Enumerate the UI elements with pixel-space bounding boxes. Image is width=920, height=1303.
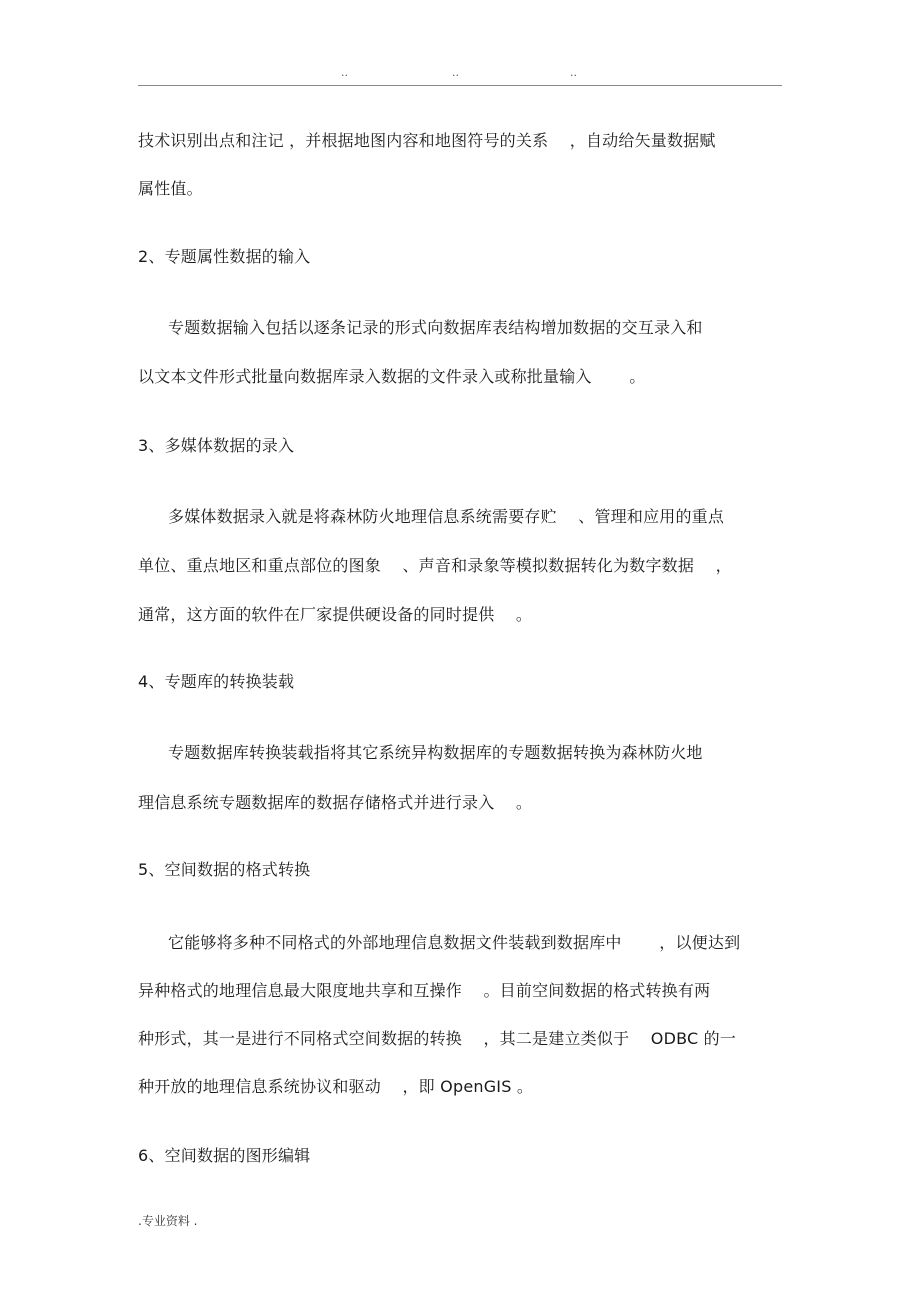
paragraph-line: 专题数据库转换装载指将其它系统异构数据库的专题数据转换为森林防火地 xyxy=(168,743,703,762)
header-mark: .. xyxy=(341,66,348,79)
page-footer-label: .专业资料 . xyxy=(138,1214,198,1228)
section-heading: 6、空间数据的图形编辑 xyxy=(138,1146,311,1165)
paragraph-line: 以文本文件形式批量向数据库录入数据的文件录入或称批量输入 。 xyxy=(138,367,646,386)
paragraph-line: 技术识别出点和注记 ，并根据地图内容和地图符号的关系 ，自动给矢量数据赋 xyxy=(138,131,716,150)
section-heading: 4、专题库的转换装载 xyxy=(138,672,295,691)
paragraph-line: 种形式，其一是进行不同格式空间数据的转换 ，其二是建立类似于 ODBC 的一 xyxy=(138,1029,737,1048)
paragraph-line: 专题数据输入包括以逐条记录的形式向数据库表结构增加数据的交互录入和 xyxy=(168,318,703,337)
section-heading: 3、多媒体数据的录入 xyxy=(138,436,295,455)
header-rule xyxy=(138,85,782,86)
header-mark: .. xyxy=(570,66,577,79)
page-header-marks xyxy=(0,66,920,82)
section-heading: 5、空间数据的格式转换 xyxy=(138,860,311,879)
header-mark: .. xyxy=(452,66,459,79)
paragraph-line: 单位、重点地区和重点部位的图象 、声音和录象等模拟数据转化为数字数据 ， xyxy=(138,556,732,575)
section-heading: 2、专题属性数据的输入 xyxy=(138,247,311,266)
paragraph-line: 它能够将多种不同格式的外部地理信息数据文件装载到数据库中 ，以便达到 xyxy=(168,933,741,952)
paragraph-line: 多媒体数据录入就是将森林防火地理信息系统需要存贮 、管理和应用的重点 xyxy=(168,507,725,526)
paragraph-line: 种开放的地理信息系统协议和驱动 ，即 OpenGIS 。 xyxy=(138,1077,534,1096)
paragraph-line: 理信息系统专题数据库的数据存储格式并进行录入 。 xyxy=(138,793,533,812)
paragraph-line: 属性值。 xyxy=(138,179,203,198)
paragraph-line: 通常，这方面的软件在厂家提供硬设备的同时提供 。 xyxy=(138,605,533,624)
paragraph-line: 异种格式的地理信息最大限度地共享和互操作 。目前空间数据的格式转换有两 xyxy=(138,981,711,1000)
